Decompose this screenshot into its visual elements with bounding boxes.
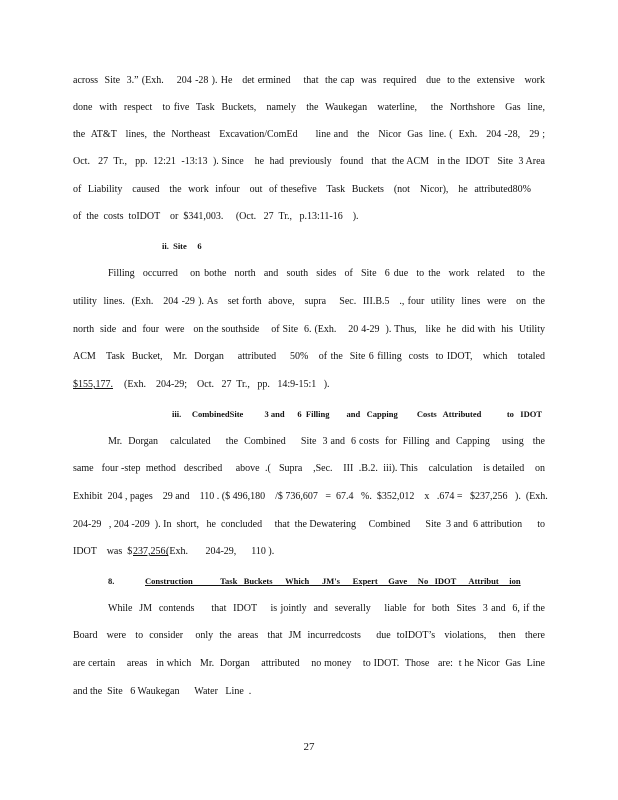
amount-237256: 237,256. [133, 546, 168, 557]
paragraph-1-line-2: done with respect to five Task Buckets, namely the Waukegan waterline, the Northshore Gas line, [73, 102, 545, 113]
paragraph-1-line-6: of the costs toIDOT or $341,003. (Oct. 27 Tr., p.13:11-16 ). [73, 211, 359, 222]
paragraph-3-line-3: Exhibit 204 , pages 29 and 110 . ($ 496,180 /$ 736,607 = 67.4 %. $352,012 x .674 = $237,256 ). (Exh. [73, 491, 548, 502]
paragraph-1-line-4: Oct. 27 Tr., pp. 12:21 -13:13 ). Since he had previously found that the ACM in the IDOT Site 3 Area [73, 156, 545, 167]
heading-number-8: 8. [108, 576, 115, 586]
heading-site-6: ii. Site 6 [162, 241, 202, 251]
paragraph-2-citation: (Exh. 204-29; Oct. 27 Tr., pp. 14:9-15:1 ). [124, 379, 330, 390]
paragraph-3-line-2: same four -step method described above .( Supra ,Sec. III .B.2. iii). This calculation is detailed on [73, 463, 545, 474]
paragraph-4-line-1: While JM contends that IDOT is jointly and severally liable for both Sites 3 and 6, if the [108, 603, 545, 614]
paragraph-1-line-1: across Site 3.” (Exh. 204 -28 ). He det ermined that the cap was required due to the extensive work [73, 75, 545, 86]
paragraph-3-citation: (Exh. 204-29, 110 ). [166, 546, 275, 557]
paragraph-1-line-5: of Liability caused the work infour out of thesefive Task Buckets (not Nicor), he attributed80% [73, 184, 531, 195]
paragraph-2-line-2: utility lines. (Exh. 204 -29 ). As set forth above, supra Sec. III.B.5 ., four utility lines were on the [73, 296, 545, 307]
paragraph-3-line-4: 204-29 , 204 -209 ). In short, he concluded that the Dewatering Combined Site 3 and 6 attribution to [73, 519, 545, 530]
paragraph-4-line-2: Board were to consider only the areas that JM incurredcosts due toIDOT’s violations, then there [73, 630, 545, 641]
paragraph-2-line-4: ACM Task Bucket, Mr. Dorgan attributed 50% of the Site 6 filling costs to IDOT, which totaled [73, 351, 545, 362]
paragraph-1-line-3: the AT&T lines, the Northeast Excavation/ComEd line and the Nicor Gas line. ( Exh. 204 -28, 29 ; [73, 129, 545, 140]
paragraph-3-line-5-start: IDOT was $ [73, 546, 133, 557]
paragraph-2-line-3: north side and four were on the southside of Site 6. (Exh. 20 4-29 ). Thus, like he did with his Utility [73, 324, 545, 335]
paragraph-4-line-4: and the Site 6 Waukegan Water Line . [73, 686, 252, 697]
heading-construction-task-buckets: Construction Task Buckets Which JM's Expert Gave No IDOT Attribut ion [145, 576, 521, 586]
heading-combined-site-costs: iii. CombinedSite 3 and 6 Filling and Capping Costs Attributed to IDOT [172, 409, 543, 419]
paragraph-2-line-1: Filling occurred on bothe north and south sides of Site 6 due to the work related to the [108, 268, 545, 279]
page-number: 27 [303, 741, 315, 753]
paragraph-3-line-1: Mr. Dorgan calculated the Combined Site 3 and 6 costs for Filling and Capping using the [108, 436, 545, 447]
amount-155177: $155,177. [73, 379, 113, 390]
paragraph-4-line-3: are certain areas in which Mr. Dorgan attributed no money to IDOT. Those are: t he Nicor Gas Line [73, 658, 545, 669]
